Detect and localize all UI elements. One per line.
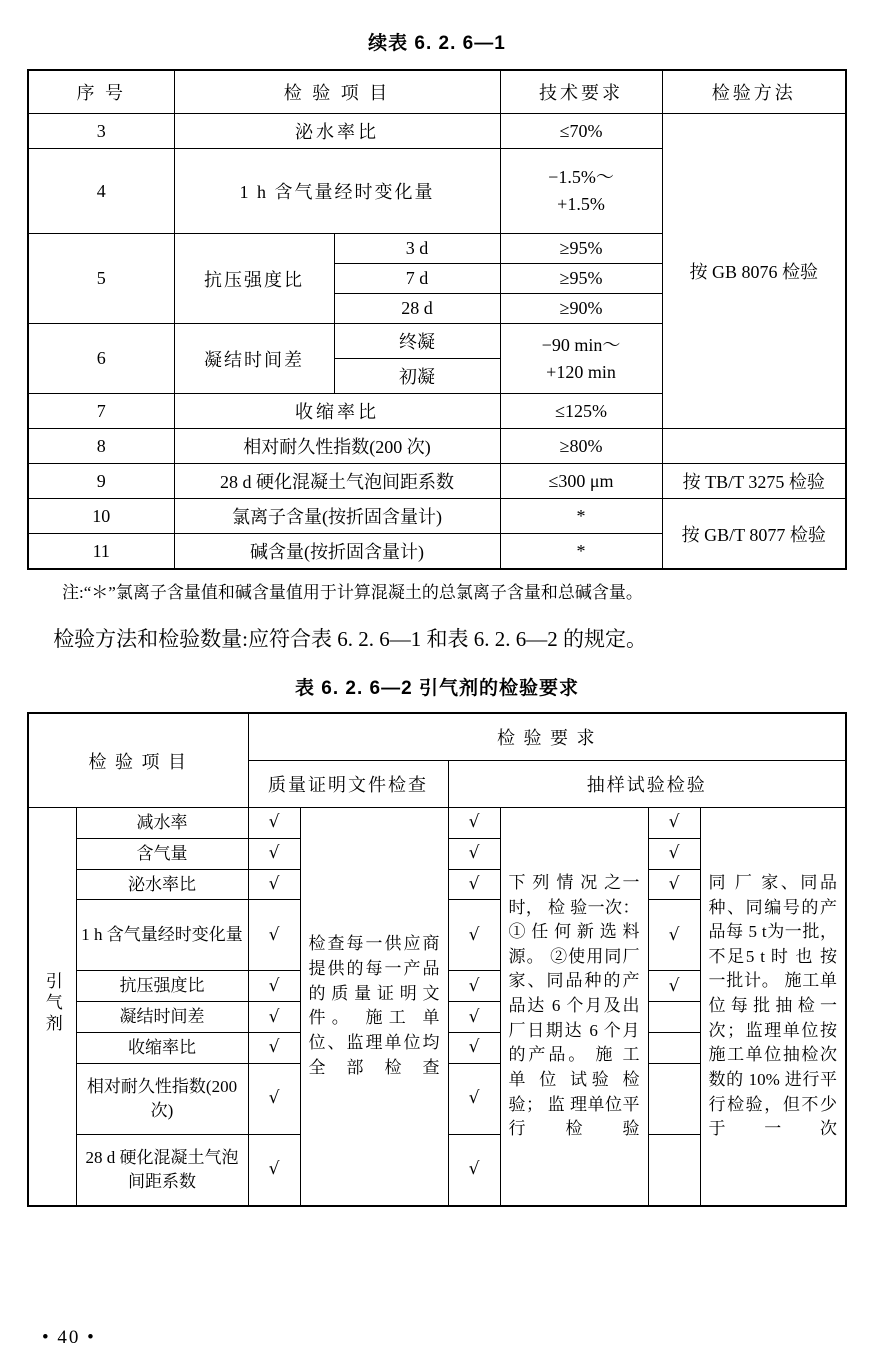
sample-check-mark: √ [448,838,500,869]
table-row [28,499,846,534]
sample-check-mark: √ [448,1134,500,1206]
row-no: 9 [28,464,174,499]
page-number: • 40 • [42,1327,96,1348]
header-inspection-requirement: 检 验 要 求 [248,713,846,761]
item-label: 相对耐久性指数(200 次) [76,1063,248,1134]
row-req: ≤125% [500,394,662,429]
row-item: 抗压强度比 [174,234,334,324]
row-item: 收缩率比 [174,394,500,429]
row-sub: 28 d [334,294,500,324]
item-label: 含气量 [76,838,248,869]
item-label: 泌水率比 [76,869,248,900]
item-label: 1 h 含气量经时变化量 [76,900,248,971]
row-no: 10 [28,499,174,534]
req-line-2: +1.5% [557,194,605,214]
row-item: 氯离子含量(按折固含量计) [174,499,500,534]
item-label: 收缩率比 [76,1032,248,1063]
body-paragraph: 检验方法和检验数量:应符合表 6. 2. 6—1 和表 6. 2. 6—2 的规定。 [53,626,648,651]
item-label: 抗压强度比 [76,971,248,1002]
sample-check-mark: √ [448,808,500,839]
frequency-check-mark: √ [648,869,700,900]
table-row [28,429,846,464]
table-header-row [28,70,846,114]
frequency-empty [648,1063,700,1134]
sample-check-mark: √ [448,971,500,1002]
header-item: 检 验 项 目 [174,70,500,114]
sample-check-mark: √ [448,869,500,900]
row-item: 相对耐久性指数(200 次) [174,429,500,464]
doc-check-description: 检查每一供应商提供的每一产品的质量证明文件。 施工 单 位、监理单位均全部检查 [300,808,448,1206]
table2-header-row-1 [28,713,846,761]
row-no: 7 [28,394,174,429]
row-req: * [500,534,662,570]
doc-check-mark: √ [248,1032,300,1063]
row-no: 6 [28,324,174,394]
row-req: * [500,499,662,534]
row-no: 8 [28,429,174,464]
row-method-tbt3275: 按 TB/T 3275 检验 [662,464,846,499]
doc-check-mark: √ [248,971,300,1002]
req-line-2: +120 min [546,361,616,382]
row-item: 28 d 硬化混凝土气泡间距系数 [174,464,500,499]
header-sampling-test: 抽样试验检验 [448,761,846,808]
row-sub: 7 d [334,264,500,294]
row-item: 1 h 含气量经时变化量 [174,149,500,234]
item-label: 28 d 硬化混凝土气泡间距系数 [76,1134,248,1206]
row-sub: 3 d [334,234,500,264]
frequency-empty [648,1032,700,1063]
doc-check-mark: √ [248,1002,300,1033]
row-req: ≥80% [500,429,662,464]
req-line-1: −90 min～ [541,334,621,355]
doc-check-mark: √ [248,869,300,900]
table-row [28,464,846,499]
doc-check-mark: √ [248,838,300,869]
row-item: 碱含量(按折固含量计) [174,534,500,570]
frequency-check-mark: √ [648,900,700,971]
sample-check-mark: √ [448,900,500,971]
frequency-check-mark: √ [648,971,700,1002]
row-req [500,324,662,394]
row-req: ≥95% [500,234,662,264]
row-item: 泌水率比 [174,114,500,149]
frequency-check-mark: √ [648,808,700,839]
sample-check-mark: √ [448,1032,500,1063]
table1-note: 注:“＊”氯离子含量值和碱含量值用于计算混凝土的总氯离子含量和总碱含量。 [62,583,643,602]
aerating-agent-inspection-table [27,712,847,1207]
row-req [500,149,662,234]
table2-row [28,808,846,839]
row-req: ≤70% [500,114,662,149]
group-label-aerating-agent [28,808,76,1206]
req-line-1: −1.5%～ [548,167,614,187]
item-label: 凝结时间差 [76,1002,248,1033]
doc-check-mark: √ [248,900,300,971]
header-doc-check: 质量证明文件检查 [248,761,448,808]
header-inspection-item: 检 验 项 目 [28,713,248,808]
frequency-empty [648,1002,700,1033]
table2-title: 表 6. 2. 6—2 引气剂的检验要求 [295,678,579,699]
row-sub: 终凝 [334,324,500,359]
row-method-gbt8077: 按 GB/T 8077 检验 [662,499,846,570]
sampling-condition-description: 下 列 情 况 之一 时， 检 验一次： ①任何新选料源。 ②使用同厂家、同品种的产品达 6 个月及出厂日期达 6 个月的产品。 施 工 单 位 试验 检 验； 监 理单位平行检验 [500,808,648,1206]
table-row [28,114,846,149]
inspection-requirements-table [27,69,847,570]
row-no: 4 [28,149,174,234]
doc-check-mark: √ [248,1134,300,1206]
document-page [0,28,874,1371]
doc-check-mark: √ [248,808,300,839]
group-label-text: 引气剂 [42,972,62,1036]
frequency-empty [648,1134,700,1206]
row-sub: 初凝 [334,359,500,394]
header-method: 检验方法 [662,70,846,114]
sample-check-mark: √ [448,1002,500,1033]
header-no: 序 号 [28,70,174,114]
doc-check-mark: √ [248,1063,300,1134]
frequency-check-mark: √ [648,838,700,869]
item-label: 减水率 [76,808,248,839]
row-req: ≥90% [500,294,662,324]
row-req: ≤300 μm [500,464,662,499]
header-requirement: 技术要求 [500,70,662,114]
row-no: 3 [28,114,174,149]
sample-check-mark: √ [448,1063,500,1134]
row-no: 5 [28,234,174,324]
table1-title: 续表 6. 2. 6—1 [368,33,506,54]
row-method-gb8076: 按 GB 8076 检验 [662,114,846,429]
row-item: 凝结时间差 [174,324,334,394]
sampling-frequency-description: 同 厂 家、同品种、同编号的产品每 5 t为一批，不足5 t 时 也 按 一批计。 施工单位每批抽检一次；监理单位按施工单位抽检次数的 10% 进行平行检验，但不少于一次 [700,808,846,1206]
row-req: ≥95% [500,264,662,294]
row-no: 11 [28,534,174,570]
